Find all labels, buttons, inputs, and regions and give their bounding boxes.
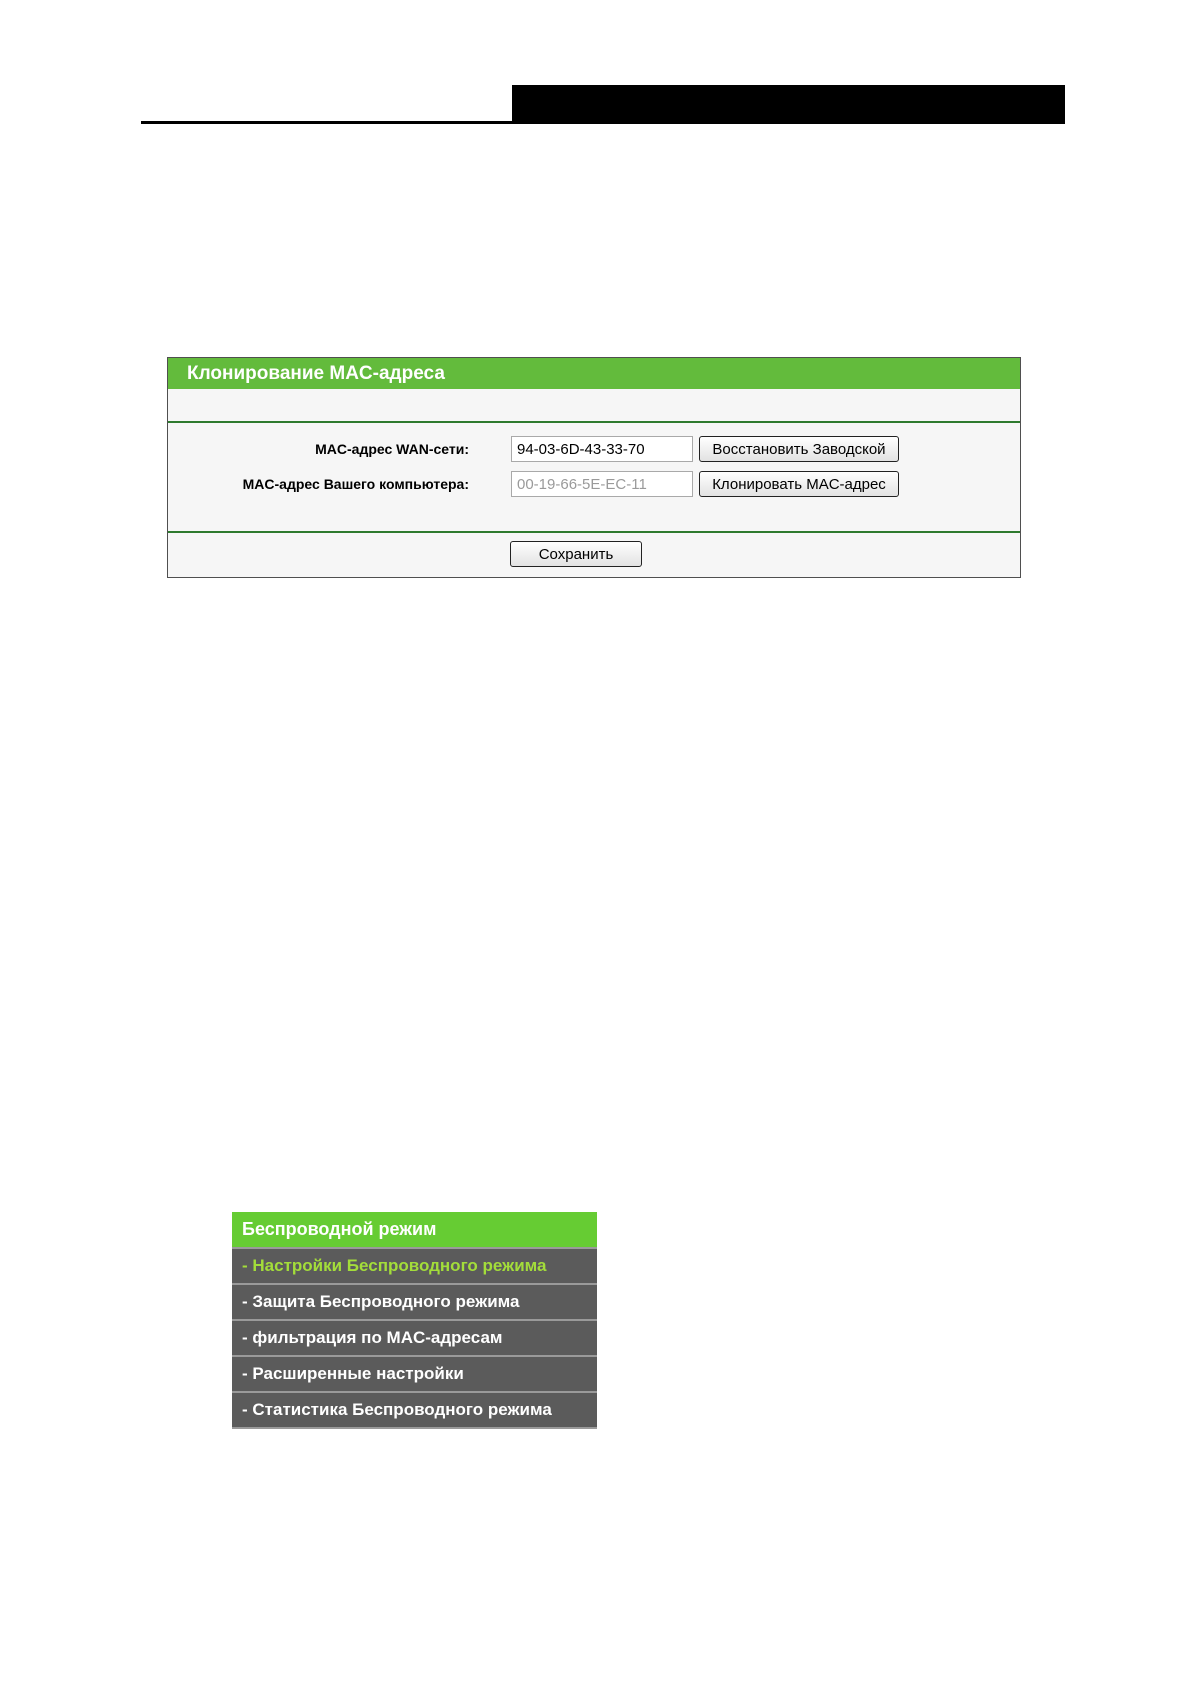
- panel-body: [168, 423, 1020, 533]
- panel-title: Клонирование MAC-адреса: [168, 358, 1020, 389]
- restore-factory-button[interactable]: Восстановить Заводской: [699, 436, 899, 462]
- save-button[interactable]: Сохранить: [510, 541, 642, 567]
- wan-mac-label: MAC-адрес WAN-сети:: [315, 441, 469, 457]
- pc-mac-row: [168, 470, 1020, 498]
- menu-item-mac-filtering[interactable]: - фильтрация по MAC-адресам: [232, 1319, 597, 1355]
- page-header-block: [512, 85, 1065, 124]
- pc-mac-label: MAC-адрес Вашего компьютера:: [242, 476, 469, 492]
- menu-item-advanced-settings[interactable]: - Расширенные настройки: [232, 1355, 597, 1391]
- menu-item-wireless-security[interactable]: - Защита Беспроводного режима: [232, 1283, 597, 1319]
- panel-spacer: [168, 389, 1020, 423]
- mac-clone-panel: [167, 357, 1021, 578]
- wireless-menu: [232, 1212, 597, 1429]
- menu-item-wireless-settings[interactable]: - Настройки Беспроводного режима: [232, 1247, 597, 1283]
- menu-item-wireless-statistics[interactable]: - Статистика Беспроводного режима: [232, 1391, 597, 1429]
- pc-mac-input: [511, 471, 693, 497]
- wan-mac-input[interactable]: [511, 436, 693, 462]
- panel-footer: [168, 533, 1020, 577]
- clone-mac-button[interactable]: Клонировать MAC-адрес: [699, 471, 899, 497]
- wireless-menu-title[interactable]: Беспроводной режим: [232, 1212, 597, 1247]
- wan-mac-row: [168, 435, 1020, 463]
